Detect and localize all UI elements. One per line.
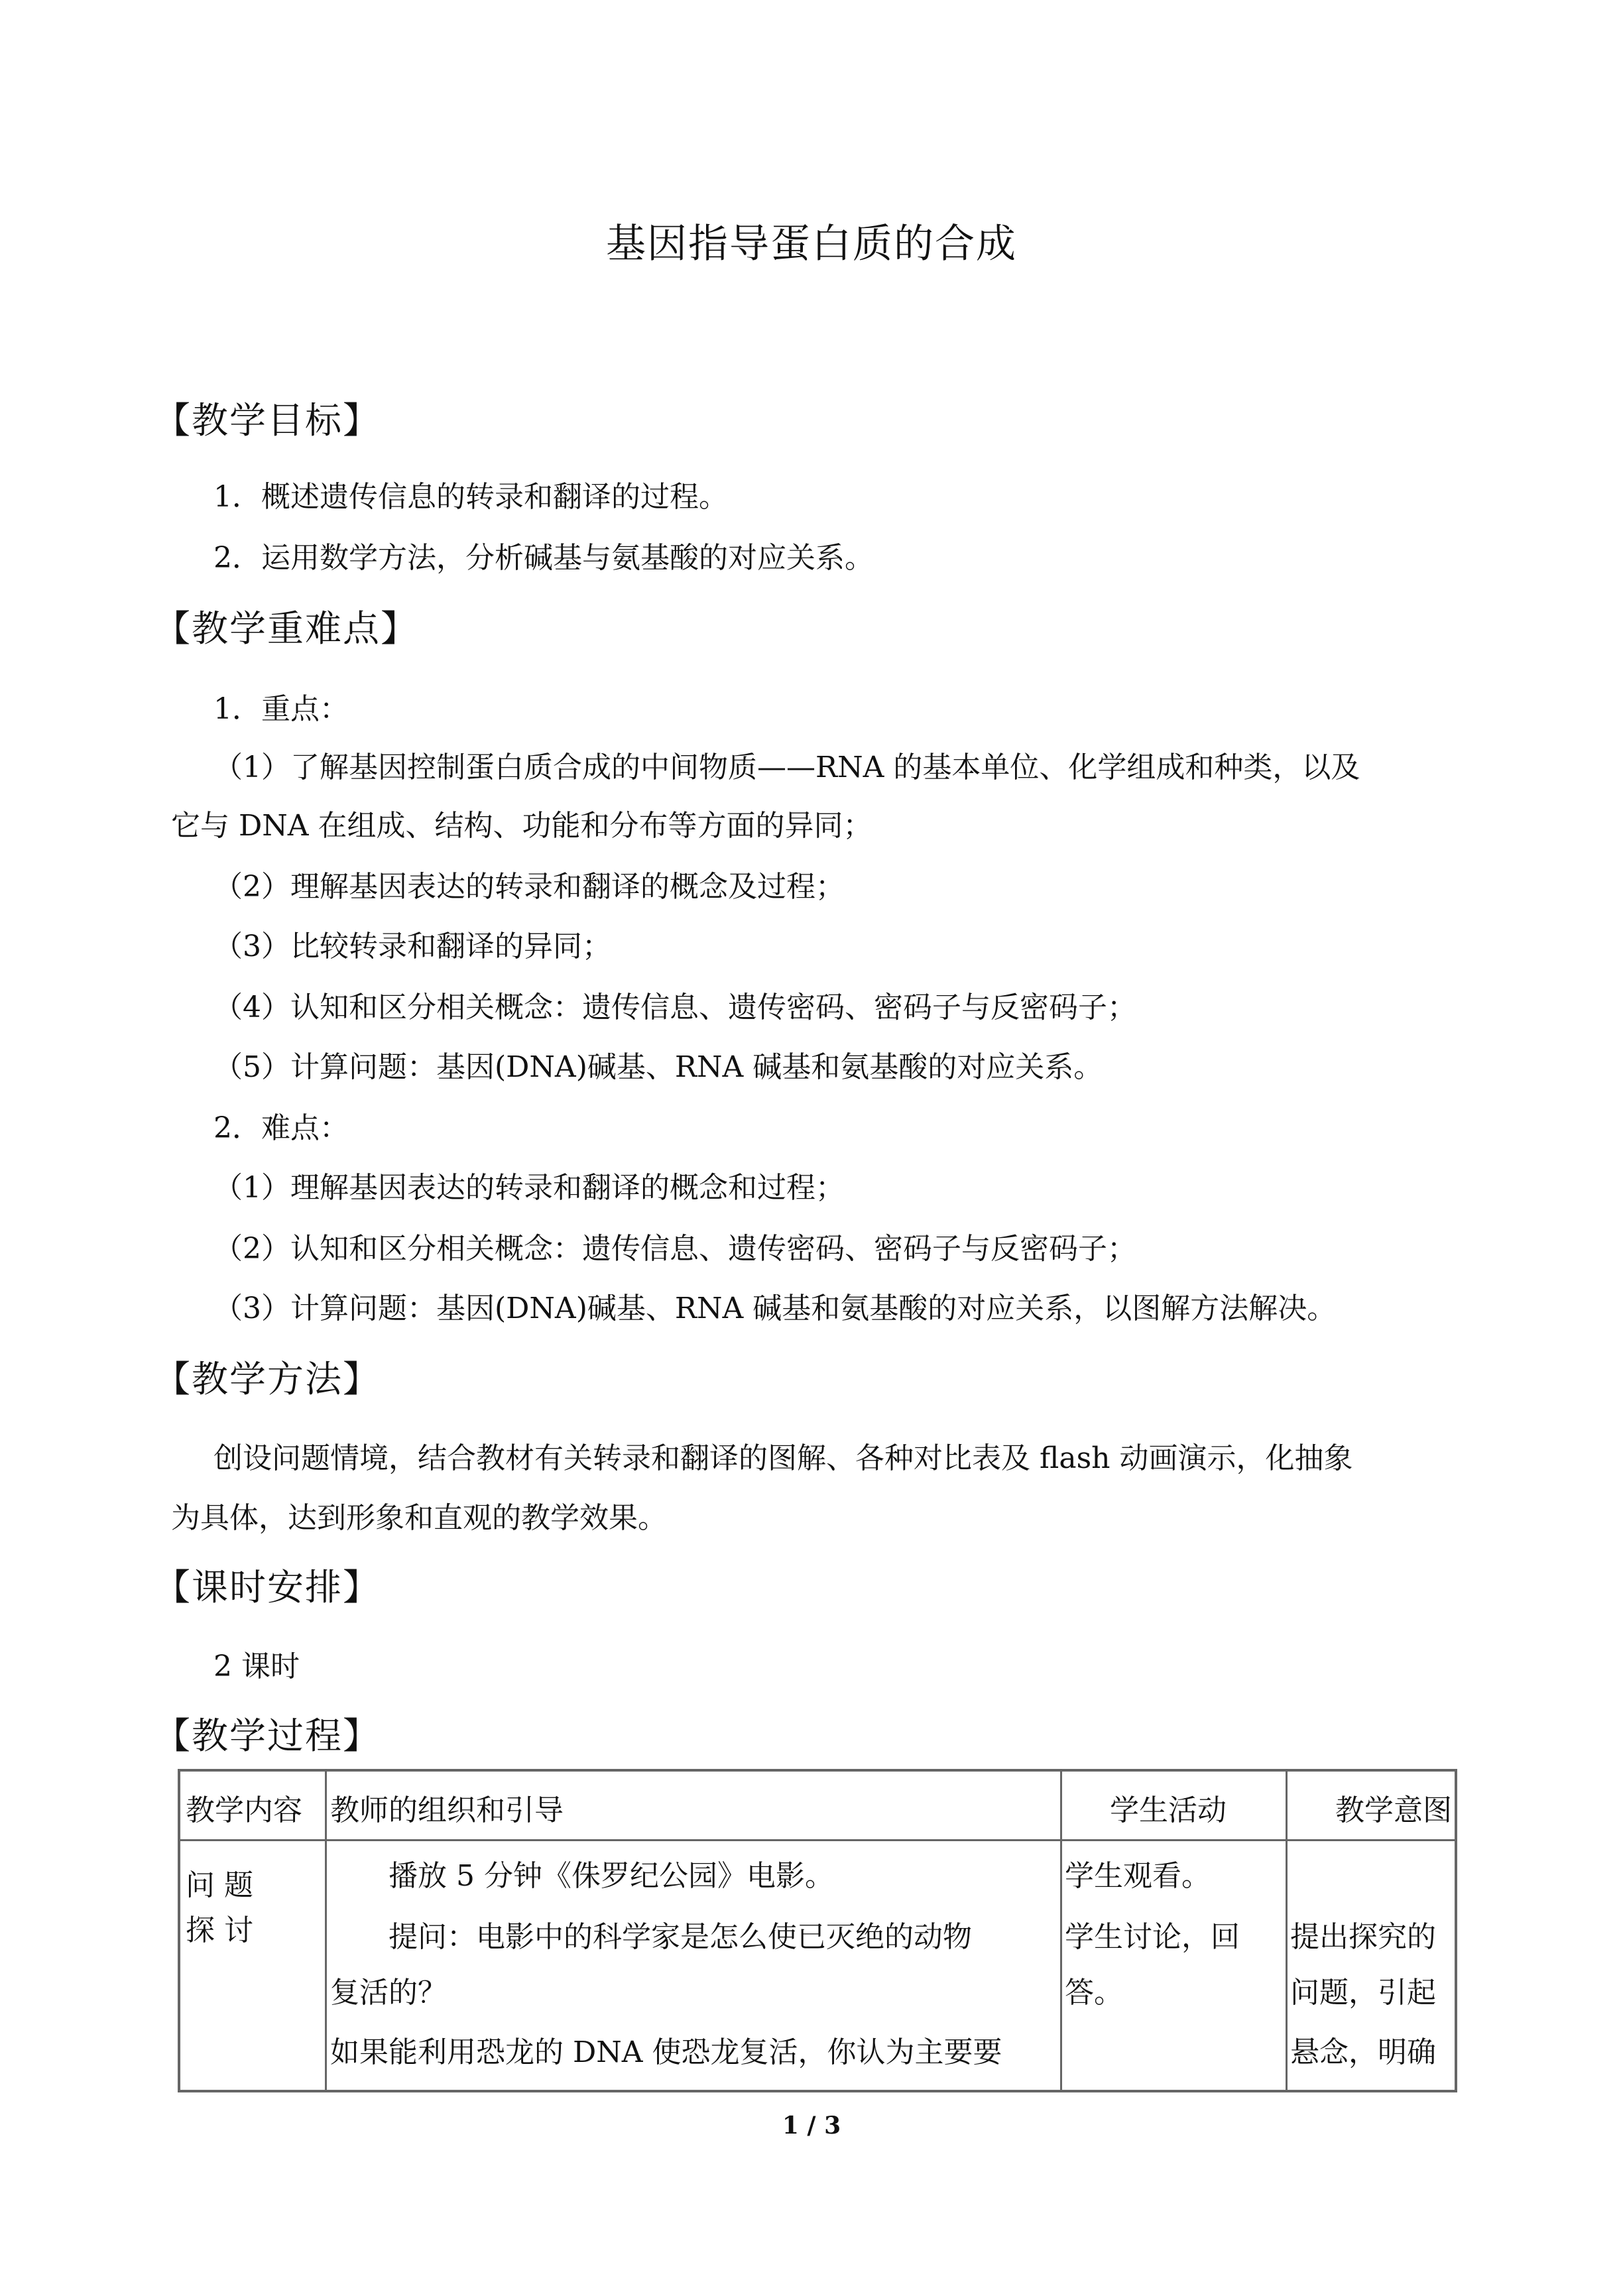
table-divider [180, 1839, 1455, 1841]
focus-item: （2）理解基因表达的转录和翻译的概念及过程； [213, 870, 845, 904]
focus-item: （1）了解基因控制蛋白质合成的中间物质——RNA 的基本单位、化学组成和种类，以及 [213, 751, 1360, 784]
table-cell-intent: 提出探究的 [1290, 1920, 1436, 1954]
table-header-teacher: 教师的组织和引导 [330, 1793, 564, 1827]
objective-item: 1．概述遗传信息的转录和翻译的过程。 [213, 480, 728, 514]
table-cell-intent: 问题，引起 [1290, 1976, 1436, 2010]
objective-item: 2．运用数学方法，分析碱基与氨基酸的对应关系。 [213, 541, 874, 575]
focus-item: （4）认知和区分相关概念：遗传信息、遗传密码、密码子与反密码子； [213, 991, 1136, 1024]
table-cell-intent: 悬念，明确 [1290, 2035, 1436, 2069]
difficulty-label: 2．难点： [213, 1111, 349, 1145]
table-header-content: 教学内容 [186, 1793, 302, 1827]
table-header-intent: 教学意图 [1335, 1793, 1452, 1827]
table-cell-content: 问 题 [186, 1868, 253, 1902]
table-cell-teacher: 播放 5 分钟《侏罗纪公园》电影。 [389, 1859, 834, 1893]
table-header-student: 学生活动 [1110, 1793, 1227, 1827]
table-divider [1286, 1772, 1288, 2090]
difficulty-item: （2）认知和区分相关概念：遗传信息、遗传密码、密码子与反密码子； [213, 1232, 1136, 1266]
table-divider [1060, 1772, 1062, 2090]
page-title: 基因指导蛋白质的合成 [606, 221, 1017, 267]
table-cell-student: 答。 [1065, 1976, 1123, 2010]
methods-line: 创设问题情境，结合教材有关转录和翻译的图解、各种对比表及 flash 动画演示，化抽象 [213, 1441, 1353, 1475]
section-heading-key-points: 【教学重难点】 [154, 607, 419, 650]
table-divider [325, 1772, 327, 2090]
methods-line: 为具体，达到形象和直观的教学效果。 [171, 1501, 667, 1535]
table-cell-content: 探 讨 [186, 1913, 253, 1947]
focus-item: （3）比较转录和翻译的异同； [213, 930, 611, 963]
section-heading-schedule: 【课时安排】 [154, 1566, 381, 1608]
difficulty-item: （3）计算问题：基因(DNA)碱基、RNA 碱基和氨基酸的对应关系，以图解方法解决。 [213, 1292, 1337, 1325]
table-cell-teacher: 如果能利用恐龙的 DNA 使恐龙复活，你认为主要要 [330, 2035, 1002, 2069]
focus-label: 1．重点： [213, 692, 349, 726]
difficulty-item: （1）理解基因表达的转录和翻译的概念和过程； [213, 1171, 845, 1205]
page-number: 1 / 3 [782, 2112, 841, 2140]
section-heading-methods: 【教学方法】 [154, 1358, 381, 1400]
section-heading-process: 【教学过程】 [154, 1715, 381, 1757]
focus-item: 它与 DNA 在组成、结构、功能和分布等方面的异同； [171, 809, 872, 843]
schedule-text: 2 课时 [213, 1650, 300, 1683]
table-cell-teacher: 复活的？ [330, 1976, 447, 2010]
table-cell-student: 学生观看。 [1065, 1859, 1211, 1893]
section-heading-objectives: 【教学目标】 [154, 399, 381, 442]
process-table [178, 1769, 1457, 2092]
table-cell-student: 学生讨论，回 [1065, 1920, 1240, 1954]
table-cell-teacher: 提问：电影中的科学家是怎么使已灭绝的动物 [389, 1920, 972, 1954]
focus-item: （5）计算问题：基因(DNA)碱基、RNA 碱基和氨基酸的对应关系。 [213, 1050, 1103, 1084]
